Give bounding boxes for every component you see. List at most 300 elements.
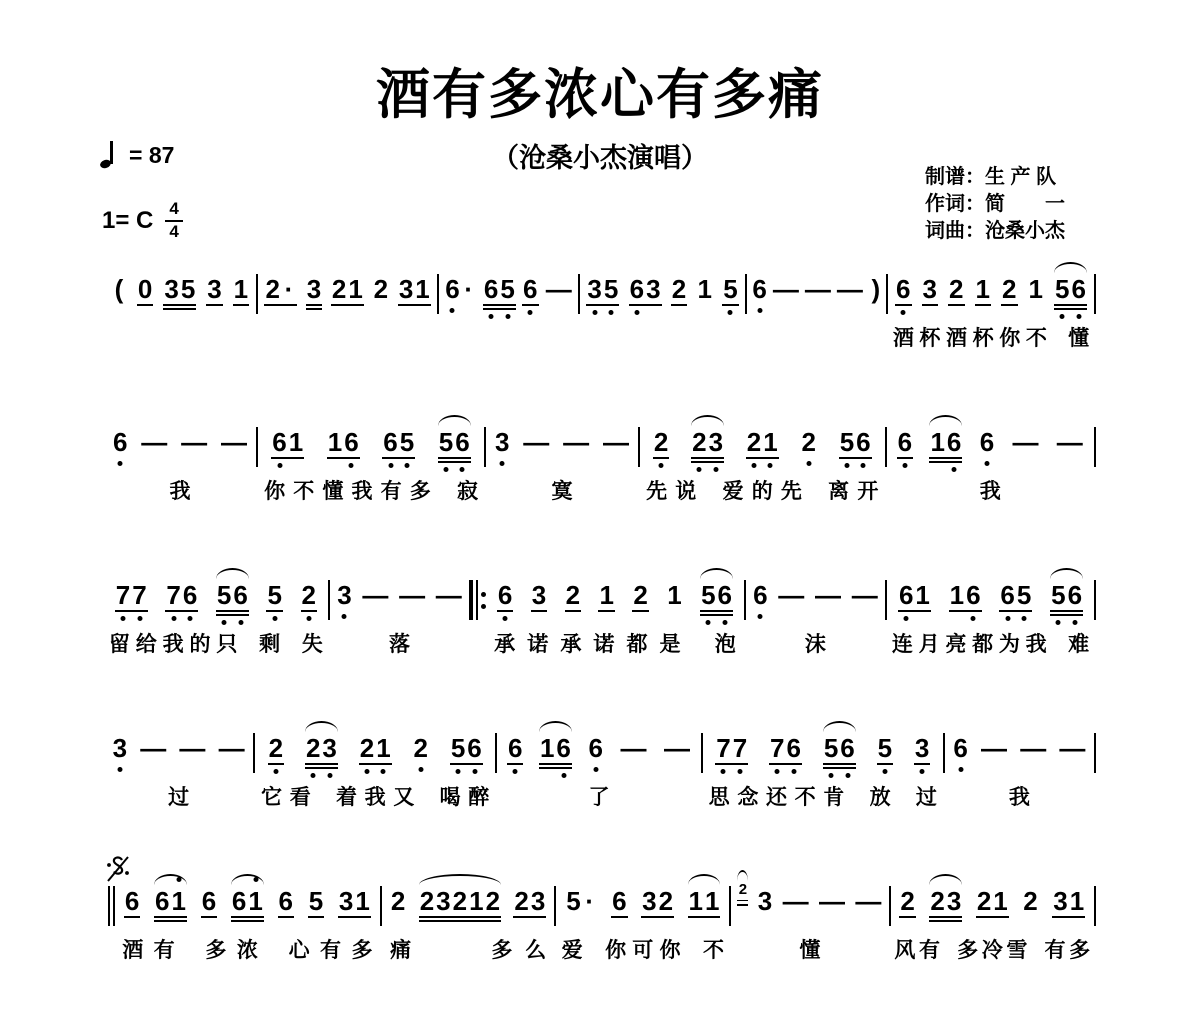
lyric-char bbox=[852, 781, 862, 807]
lyric-char: 又 bbox=[393, 786, 415, 809]
note-group bbox=[619, 733, 647, 765]
note-char: 1 bbox=[415, 274, 430, 304]
lyric-char: 雪 bbox=[1006, 939, 1028, 962]
note-char: 3 bbox=[530, 886, 546, 916]
note-char: 1 bbox=[667, 580, 682, 610]
barline bbox=[638, 427, 640, 467]
measure bbox=[558, 886, 727, 960]
note-group bbox=[854, 886, 882, 918]
low-octave-dot bbox=[844, 463, 849, 468]
note-char: 5 bbox=[216, 580, 232, 610]
lyric-char: 难 bbox=[1068, 633, 1090, 656]
note-char: 2 bbox=[485, 886, 501, 916]
lyric-char bbox=[810, 475, 820, 501]
low-octave-dot bbox=[806, 461, 811, 466]
dash-note: — bbox=[818, 886, 845, 916]
note-char: 2 bbox=[653, 427, 669, 457]
note-char: 6 bbox=[952, 733, 968, 763]
note-char: 2 bbox=[738, 881, 748, 898]
note-group bbox=[233, 274, 249, 306]
note-char: 6 bbox=[522, 274, 538, 304]
note-group bbox=[359, 733, 392, 765]
note-char: 6 bbox=[124, 886, 140, 916]
barline bbox=[745, 274, 747, 314]
note-group bbox=[1056, 427, 1084, 459]
lyric-char: 我 bbox=[364, 786, 386, 809]
note-char: 6 bbox=[444, 274, 460, 304]
lyric-char: 肯 bbox=[823, 786, 845, 809]
barline bbox=[729, 886, 731, 926]
note-group bbox=[877, 733, 893, 765]
note-char: 2 bbox=[900, 886, 915, 916]
note-group bbox=[231, 886, 264, 918]
note-char: 7 bbox=[769, 733, 785, 763]
note-group bbox=[751, 274, 767, 306]
note-group bbox=[929, 427, 962, 459]
note-char: 5 bbox=[722, 274, 738, 304]
lyric-char: 先 bbox=[646, 480, 668, 503]
note-group bbox=[1054, 274, 1087, 306]
low-octave-dot bbox=[188, 616, 193, 621]
lyric-char: 诺 bbox=[527, 633, 549, 656]
note-char: 6 bbox=[382, 427, 398, 457]
note-char: 5 bbox=[180, 274, 196, 304]
note-group bbox=[1052, 886, 1085, 918]
lyric-char: 不 bbox=[703, 939, 724, 962]
note-group bbox=[688, 886, 721, 918]
lyric-char bbox=[1052, 322, 1062, 348]
low-octave-dot bbox=[342, 614, 347, 619]
measure bbox=[748, 580, 883, 654]
lyric-line bbox=[260, 322, 435, 348]
low-octave-dot bbox=[775, 769, 780, 774]
low-octave-dot bbox=[706, 620, 711, 625]
note-group bbox=[895, 274, 911, 306]
note-char: 3 bbox=[207, 274, 222, 304]
note-char: 0 bbox=[137, 274, 153, 304]
note-char: 1 bbox=[688, 886, 703, 916]
note-char: 1 bbox=[171, 886, 187, 916]
note-group bbox=[700, 580, 733, 612]
note-group bbox=[539, 733, 572, 765]
lyric-line bbox=[890, 322, 1092, 348]
lyric-char: 你 bbox=[999, 327, 1021, 350]
notes-row bbox=[889, 580, 1092, 628]
note-char: 3 bbox=[306, 274, 322, 304]
lyric-char: 酒 bbox=[122, 939, 144, 962]
note-char: 1 bbox=[704, 886, 720, 916]
music-system bbox=[106, 580, 1098, 733]
note-group bbox=[264, 274, 296, 306]
notes-row bbox=[748, 580, 883, 628]
tempo-value: = 87 bbox=[129, 141, 175, 168]
note-char: 5 bbox=[877, 733, 893, 763]
dash-note: — bbox=[1012, 427, 1039, 457]
low-octave-dot bbox=[634, 310, 639, 315]
low-octave-dot bbox=[561, 773, 566, 778]
note-char: 5 bbox=[603, 274, 619, 304]
note-group bbox=[814, 580, 842, 612]
low-octave-dot bbox=[1022, 616, 1027, 621]
note-char: 2 bbox=[268, 733, 284, 763]
note-char: 6 bbox=[786, 733, 802, 763]
lyric-char: 杯 bbox=[972, 327, 994, 350]
note-group bbox=[562, 427, 590, 459]
lyric-char bbox=[944, 934, 954, 960]
note-char: 3 bbox=[708, 427, 724, 457]
notes-row bbox=[642, 427, 883, 475]
barline bbox=[886, 274, 888, 314]
note-char: ) bbox=[871, 274, 881, 304]
note-group bbox=[373, 274, 389, 306]
note-group bbox=[772, 274, 800, 306]
note-char: 5 bbox=[839, 427, 855, 457]
note-char: 6 bbox=[898, 580, 914, 610]
notes-row bbox=[488, 427, 636, 475]
low-octave-dot bbox=[327, 773, 332, 778]
lyric-char: 醉 bbox=[468, 786, 490, 809]
lyric-char: 痛 bbox=[390, 939, 412, 962]
lyric-char: 都 bbox=[626, 633, 648, 656]
lyric-line bbox=[106, 475, 254, 501]
note-char: 6 bbox=[182, 580, 198, 610]
lyric-char bbox=[704, 475, 714, 501]
note-char: · bbox=[284, 274, 294, 304]
low-octave-dot bbox=[505, 314, 510, 319]
note-char: 6 bbox=[555, 733, 571, 763]
note-group bbox=[800, 427, 816, 459]
barline bbox=[943, 733, 945, 773]
note-char: 2 bbox=[800, 427, 816, 457]
music-system bbox=[106, 881, 1098, 1018]
lyric-line bbox=[947, 781, 1092, 807]
key-prefix: 1= C bbox=[102, 206, 154, 234]
lyric-char bbox=[1031, 934, 1041, 960]
note-group bbox=[301, 580, 317, 612]
note-group bbox=[757, 886, 773, 918]
barline bbox=[484, 427, 486, 467]
low-octave-dot bbox=[311, 773, 316, 778]
barline bbox=[889, 886, 891, 926]
notes-row bbox=[441, 274, 576, 322]
measure bbox=[890, 274, 1092, 348]
lyric-char: 思 bbox=[708, 786, 730, 809]
note-char: 3 bbox=[642, 886, 657, 916]
lyric-char: 浓 bbox=[236, 939, 258, 962]
note-group bbox=[308, 886, 324, 918]
lyric-char: 你 bbox=[605, 939, 627, 962]
note-char: 2 bbox=[746, 427, 762, 457]
note-group bbox=[220, 427, 248, 459]
page-title: 酒有多浓心有多痛 bbox=[376, 65, 824, 125]
score bbox=[106, 274, 1098, 1018]
note-group bbox=[1058, 733, 1086, 765]
high-octave-dot bbox=[176, 877, 181, 882]
lyric-char: 多 bbox=[409, 480, 431, 503]
low-octave-dot bbox=[117, 767, 122, 772]
lyric-line bbox=[642, 475, 883, 501]
low-octave-dot bbox=[489, 314, 494, 319]
note-group bbox=[419, 886, 501, 918]
note-char: 1 bbox=[599, 580, 614, 610]
lyric-char: 可 bbox=[632, 939, 654, 962]
dash-note: — bbox=[851, 580, 878, 610]
note-char: 2 bbox=[1002, 274, 1017, 304]
note-char: 5 bbox=[700, 580, 716, 610]
credit-row-arranger: 制谱：生 产 队 bbox=[925, 166, 1057, 188]
lyric-line bbox=[384, 934, 553, 960]
note-group bbox=[851, 580, 879, 612]
dash-note: — bbox=[981, 733, 1008, 763]
lyric-line bbox=[332, 628, 467, 654]
low-octave-dot bbox=[118, 461, 123, 466]
dash-note: — bbox=[603, 427, 630, 457]
note-group bbox=[268, 733, 284, 765]
notes-row bbox=[384, 886, 553, 934]
note-group bbox=[722, 274, 738, 306]
note-char: 1 bbox=[697, 274, 712, 304]
low-octave-dot bbox=[593, 767, 598, 772]
note-char: 3 bbox=[914, 733, 930, 763]
note-group bbox=[216, 580, 249, 612]
note-char: 2 bbox=[331, 274, 347, 304]
low-octave-dot bbox=[901, 310, 906, 315]
note-group bbox=[565, 580, 581, 612]
high-octave-dot bbox=[253, 877, 258, 882]
note-char: 5 bbox=[308, 886, 324, 916]
barline bbox=[554, 886, 556, 926]
note-char: 6 bbox=[895, 274, 911, 304]
lyric-line bbox=[106, 322, 254, 348]
lyric-line bbox=[117, 934, 378, 960]
note-group bbox=[804, 274, 832, 306]
note-char: 6 bbox=[232, 580, 248, 610]
dash-note: — bbox=[1020, 733, 1047, 763]
low-octave-dot bbox=[1005, 616, 1010, 621]
lyric-char: 有 bbox=[153, 939, 175, 962]
lyric-char: 爱 bbox=[722, 480, 744, 503]
note-group bbox=[444, 274, 476, 306]
low-octave-dot bbox=[528, 310, 533, 315]
note-char: 3 bbox=[321, 733, 337, 763]
note-group bbox=[137, 274, 153, 306]
lyric-line bbox=[441, 322, 576, 348]
note-char: 6 bbox=[897, 427, 913, 457]
note-group bbox=[398, 580, 426, 612]
notes-row bbox=[499, 733, 699, 781]
note-group bbox=[629, 274, 662, 306]
note-group bbox=[112, 733, 128, 765]
dash-note: — bbox=[1059, 733, 1086, 763]
lyric-char: 我 bbox=[351, 480, 373, 503]
quarter-note-icon bbox=[100, 140, 115, 170]
barline-thin bbox=[476, 580, 478, 620]
lyric-char: 么 bbox=[525, 939, 547, 962]
lyric-char: 它 bbox=[261, 786, 283, 809]
note-group bbox=[715, 733, 748, 765]
note-group bbox=[914, 733, 930, 765]
note-char: 7 bbox=[115, 580, 131, 610]
notes-row bbox=[890, 274, 1092, 322]
note-char: 6 bbox=[752, 580, 768, 610]
dash-note: — bbox=[664, 733, 690, 763]
notes-row bbox=[106, 580, 326, 628]
lyric-line bbox=[893, 934, 1092, 960]
low-octave-dot bbox=[882, 769, 887, 774]
note-group bbox=[948, 274, 964, 306]
note-group bbox=[450, 733, 483, 765]
note-group bbox=[565, 886, 597, 918]
lyric-char: 念 bbox=[737, 786, 759, 809]
note-group bbox=[124, 886, 140, 918]
barline bbox=[744, 580, 746, 620]
lyric-char bbox=[185, 934, 195, 960]
note-group bbox=[278, 886, 294, 918]
low-octave-dot bbox=[450, 308, 455, 313]
music-system bbox=[106, 733, 1098, 886]
measure bbox=[889, 427, 1093, 501]
lyric-char bbox=[243, 628, 253, 654]
lyric-line bbox=[488, 628, 742, 654]
lyric-char: 沫 bbox=[804, 633, 826, 656]
lyric-char bbox=[898, 781, 908, 807]
note-char: 6 bbox=[155, 886, 170, 916]
note-group bbox=[897, 427, 913, 459]
note-group bbox=[586, 274, 619, 306]
low-octave-dot bbox=[238, 620, 243, 625]
system-row bbox=[106, 427, 1098, 501]
lyric-char: 多 bbox=[351, 939, 373, 962]
low-octave-dot bbox=[456, 769, 461, 774]
note-char: 3 bbox=[494, 427, 510, 457]
measure bbox=[117, 886, 378, 960]
lyric-char bbox=[318, 781, 328, 807]
lyric-char: 我 bbox=[979, 480, 1001, 503]
barline bbox=[885, 427, 887, 467]
note-group bbox=[327, 427, 360, 459]
key-signature bbox=[102, 200, 183, 241]
note-char: 7 bbox=[715, 733, 731, 763]
note-char: 6 bbox=[979, 427, 995, 457]
lyric-char bbox=[589, 934, 599, 960]
lyric-char: 风 bbox=[894, 939, 916, 962]
notes-row bbox=[582, 274, 744, 322]
lyric-line bbox=[582, 322, 744, 348]
note-char: 3 bbox=[586, 274, 602, 304]
note-char: 6 bbox=[201, 886, 217, 916]
lyric-char: 连 bbox=[891, 633, 913, 656]
lyric-char: 寂 bbox=[456, 480, 478, 503]
lyric-char: 有 bbox=[918, 939, 940, 962]
note-char: 6 bbox=[751, 274, 767, 304]
low-octave-dot bbox=[758, 614, 763, 619]
dash-note: — bbox=[772, 274, 799, 304]
note-char: 6 bbox=[507, 733, 523, 763]
low-octave-dot bbox=[829, 773, 834, 778]
note-group bbox=[413, 733, 429, 765]
notes-row bbox=[889, 427, 1093, 475]
note-group bbox=[1050, 580, 1083, 612]
lyric-char: 不 bbox=[293, 480, 315, 503]
note-group bbox=[398, 274, 431, 306]
note-char: 1 bbox=[247, 886, 263, 916]
segno-icon bbox=[104, 854, 132, 884]
note-char: 2 bbox=[452, 886, 468, 916]
lyric-line bbox=[260, 475, 482, 501]
note-group bbox=[545, 274, 573, 306]
measure bbox=[441, 274, 576, 348]
note-char: 1 bbox=[233, 274, 249, 304]
note-char: 6 bbox=[839, 733, 855, 763]
low-octave-dot bbox=[952, 467, 957, 472]
lyric-char: 月 bbox=[918, 633, 940, 656]
barline bbox=[253, 733, 255, 773]
lyric-char bbox=[1052, 628, 1062, 654]
low-octave-dot bbox=[500, 461, 505, 466]
notes-row bbox=[260, 274, 435, 322]
note-char: 1 bbox=[1028, 274, 1043, 304]
low-octave-dot bbox=[513, 769, 518, 774]
note-char: 6 bbox=[1071, 274, 1087, 304]
lyric-char: 离 bbox=[828, 480, 850, 503]
lyric-char: 你 bbox=[264, 480, 286, 503]
note-char: 2 bbox=[658, 886, 674, 916]
lyric-char: 多 bbox=[957, 939, 979, 962]
notes-row bbox=[893, 886, 1092, 934]
low-octave-dot bbox=[722, 620, 727, 625]
note-char: 1 bbox=[348, 274, 363, 304]
dash-note: — bbox=[141, 427, 168, 457]
notes-row bbox=[106, 733, 251, 781]
note-group bbox=[306, 274, 322, 306]
low-octave-dot bbox=[388, 463, 393, 468]
dash-note: — bbox=[815, 580, 841, 610]
low-octave-dot bbox=[272, 616, 277, 621]
note-group bbox=[390, 886, 406, 918]
lyric-char: 我 bbox=[162, 633, 184, 656]
measure bbox=[260, 274, 435, 348]
low-octave-dot bbox=[349, 463, 354, 468]
low-octave-dot bbox=[791, 769, 796, 774]
note-char: 6 bbox=[612, 886, 627, 916]
measure bbox=[499, 733, 699, 807]
lyric-char bbox=[422, 781, 432, 807]
note-group bbox=[746, 427, 779, 459]
repeat-dots bbox=[481, 592, 486, 609]
lyric-line bbox=[106, 628, 326, 654]
lyric-line bbox=[106, 781, 251, 807]
note-group bbox=[653, 427, 669, 459]
lyric-char: 的 bbox=[751, 480, 773, 503]
note-char: 5 bbox=[438, 427, 454, 457]
note-char: 5 bbox=[823, 733, 839, 763]
lyric-char: 不 bbox=[794, 786, 816, 809]
lyric-char bbox=[424, 934, 445, 960]
note-char: 2 bbox=[373, 274, 389, 304]
note-group bbox=[697, 274, 713, 306]
low-octave-dot bbox=[861, 463, 866, 468]
notes-row bbox=[257, 733, 493, 781]
note-char: 2 bbox=[305, 733, 321, 763]
notes-row bbox=[260, 427, 482, 475]
lyric-char: 喝 bbox=[439, 786, 461, 809]
note-char: 2 bbox=[976, 886, 992, 916]
time-signature bbox=[165, 200, 182, 241]
note-char: 6 bbox=[629, 274, 645, 304]
note-group bbox=[836, 274, 864, 306]
barline bbox=[1094, 580, 1096, 620]
system-row bbox=[106, 881, 1098, 962]
